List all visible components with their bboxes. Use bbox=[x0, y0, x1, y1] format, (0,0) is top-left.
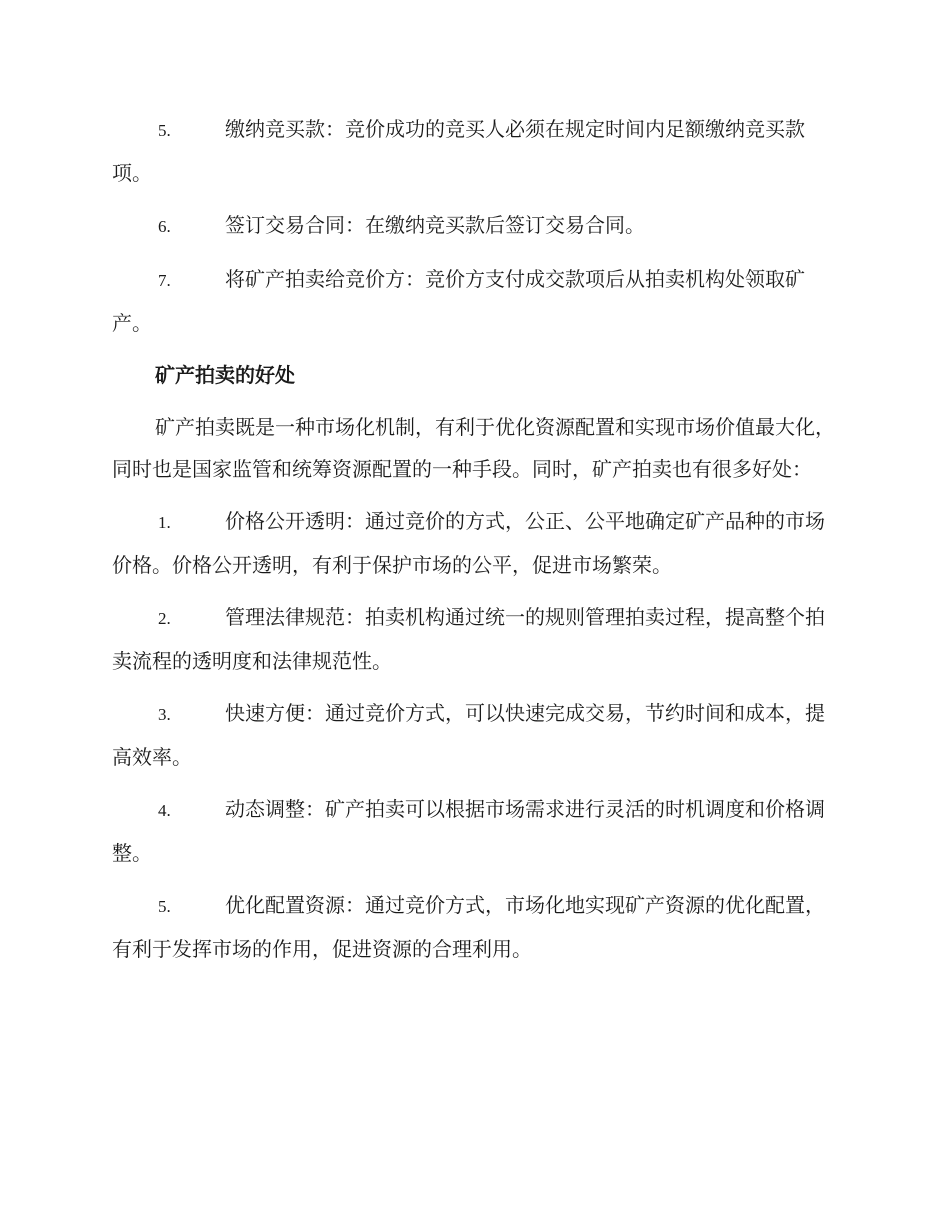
list-item-text: 价格公开透明：通过竞价的方式，公正、公平地确定矿产品种的市场价格。价格公开透明，有利于保护市场的公平，促进市场繁荣。 bbox=[112, 509, 825, 577]
list-item bbox=[112, 788, 835, 874]
section-intro-paragraph: 矿产拍卖既是一种市场化机制，有利于优化资源配置和实现市场价值最大化，同时也是国家监管和统筹资源配置的一种手段。同时，矿产拍卖也有很多好处： bbox=[112, 415, 835, 481]
benefits-list bbox=[112, 500, 835, 970]
list-item-text: 签订交易合同：在缴纳竞买款后签订交易合同。 bbox=[225, 213, 645, 237]
section-heading: 矿产拍卖的好处 bbox=[155, 363, 295, 387]
list-item-number: 5. bbox=[158, 121, 171, 140]
list-item-number: 1. bbox=[158, 513, 171, 532]
list-item-text: 动态调整：矿产拍卖可以根据市场需求进行灵活的时机调度和价格调整。 bbox=[112, 797, 825, 865]
list-item-number: 7. bbox=[158, 271, 171, 290]
list-item-text: 优化配置资源：通过竞价方式，市场化地实现矿产资源的优化配置，有利于发挥市场的作用，促进资源的合理利用。 bbox=[112, 893, 825, 961]
list-item bbox=[112, 204, 835, 248]
list-item-text: 缴纳竞买款：竞价成功的竞买人必须在规定时间内足额缴纳竞买款项。 bbox=[112, 117, 805, 185]
list-item bbox=[112, 108, 835, 194]
list-item-number: 5. bbox=[158, 897, 171, 916]
list-item-number: 4. bbox=[158, 801, 171, 820]
process-steps-list bbox=[112, 108, 835, 344]
list-item bbox=[112, 258, 835, 344]
list-item bbox=[112, 692, 835, 778]
list-item bbox=[112, 500, 835, 586]
list-item-text: 将矿产拍卖给竞价方：竞价方支付成交款项后从拍卖机构处领取矿产。 bbox=[112, 267, 805, 335]
list-item-number: 6. bbox=[158, 217, 171, 236]
list-item-number: 2. bbox=[158, 609, 171, 628]
list-item-text: 快速方便：通过竞价方式，可以快速完成交易，节约时间和成本，提高效率。 bbox=[112, 701, 825, 769]
list-item-text: 管理法律规范：拍卖机构通过统一的规则管理拍卖过程，提高整个拍卖流程的透明度和法律规范性。 bbox=[112, 605, 825, 673]
list-item bbox=[112, 884, 835, 970]
list-item bbox=[112, 596, 835, 682]
list-item-number: 3. bbox=[158, 705, 171, 724]
